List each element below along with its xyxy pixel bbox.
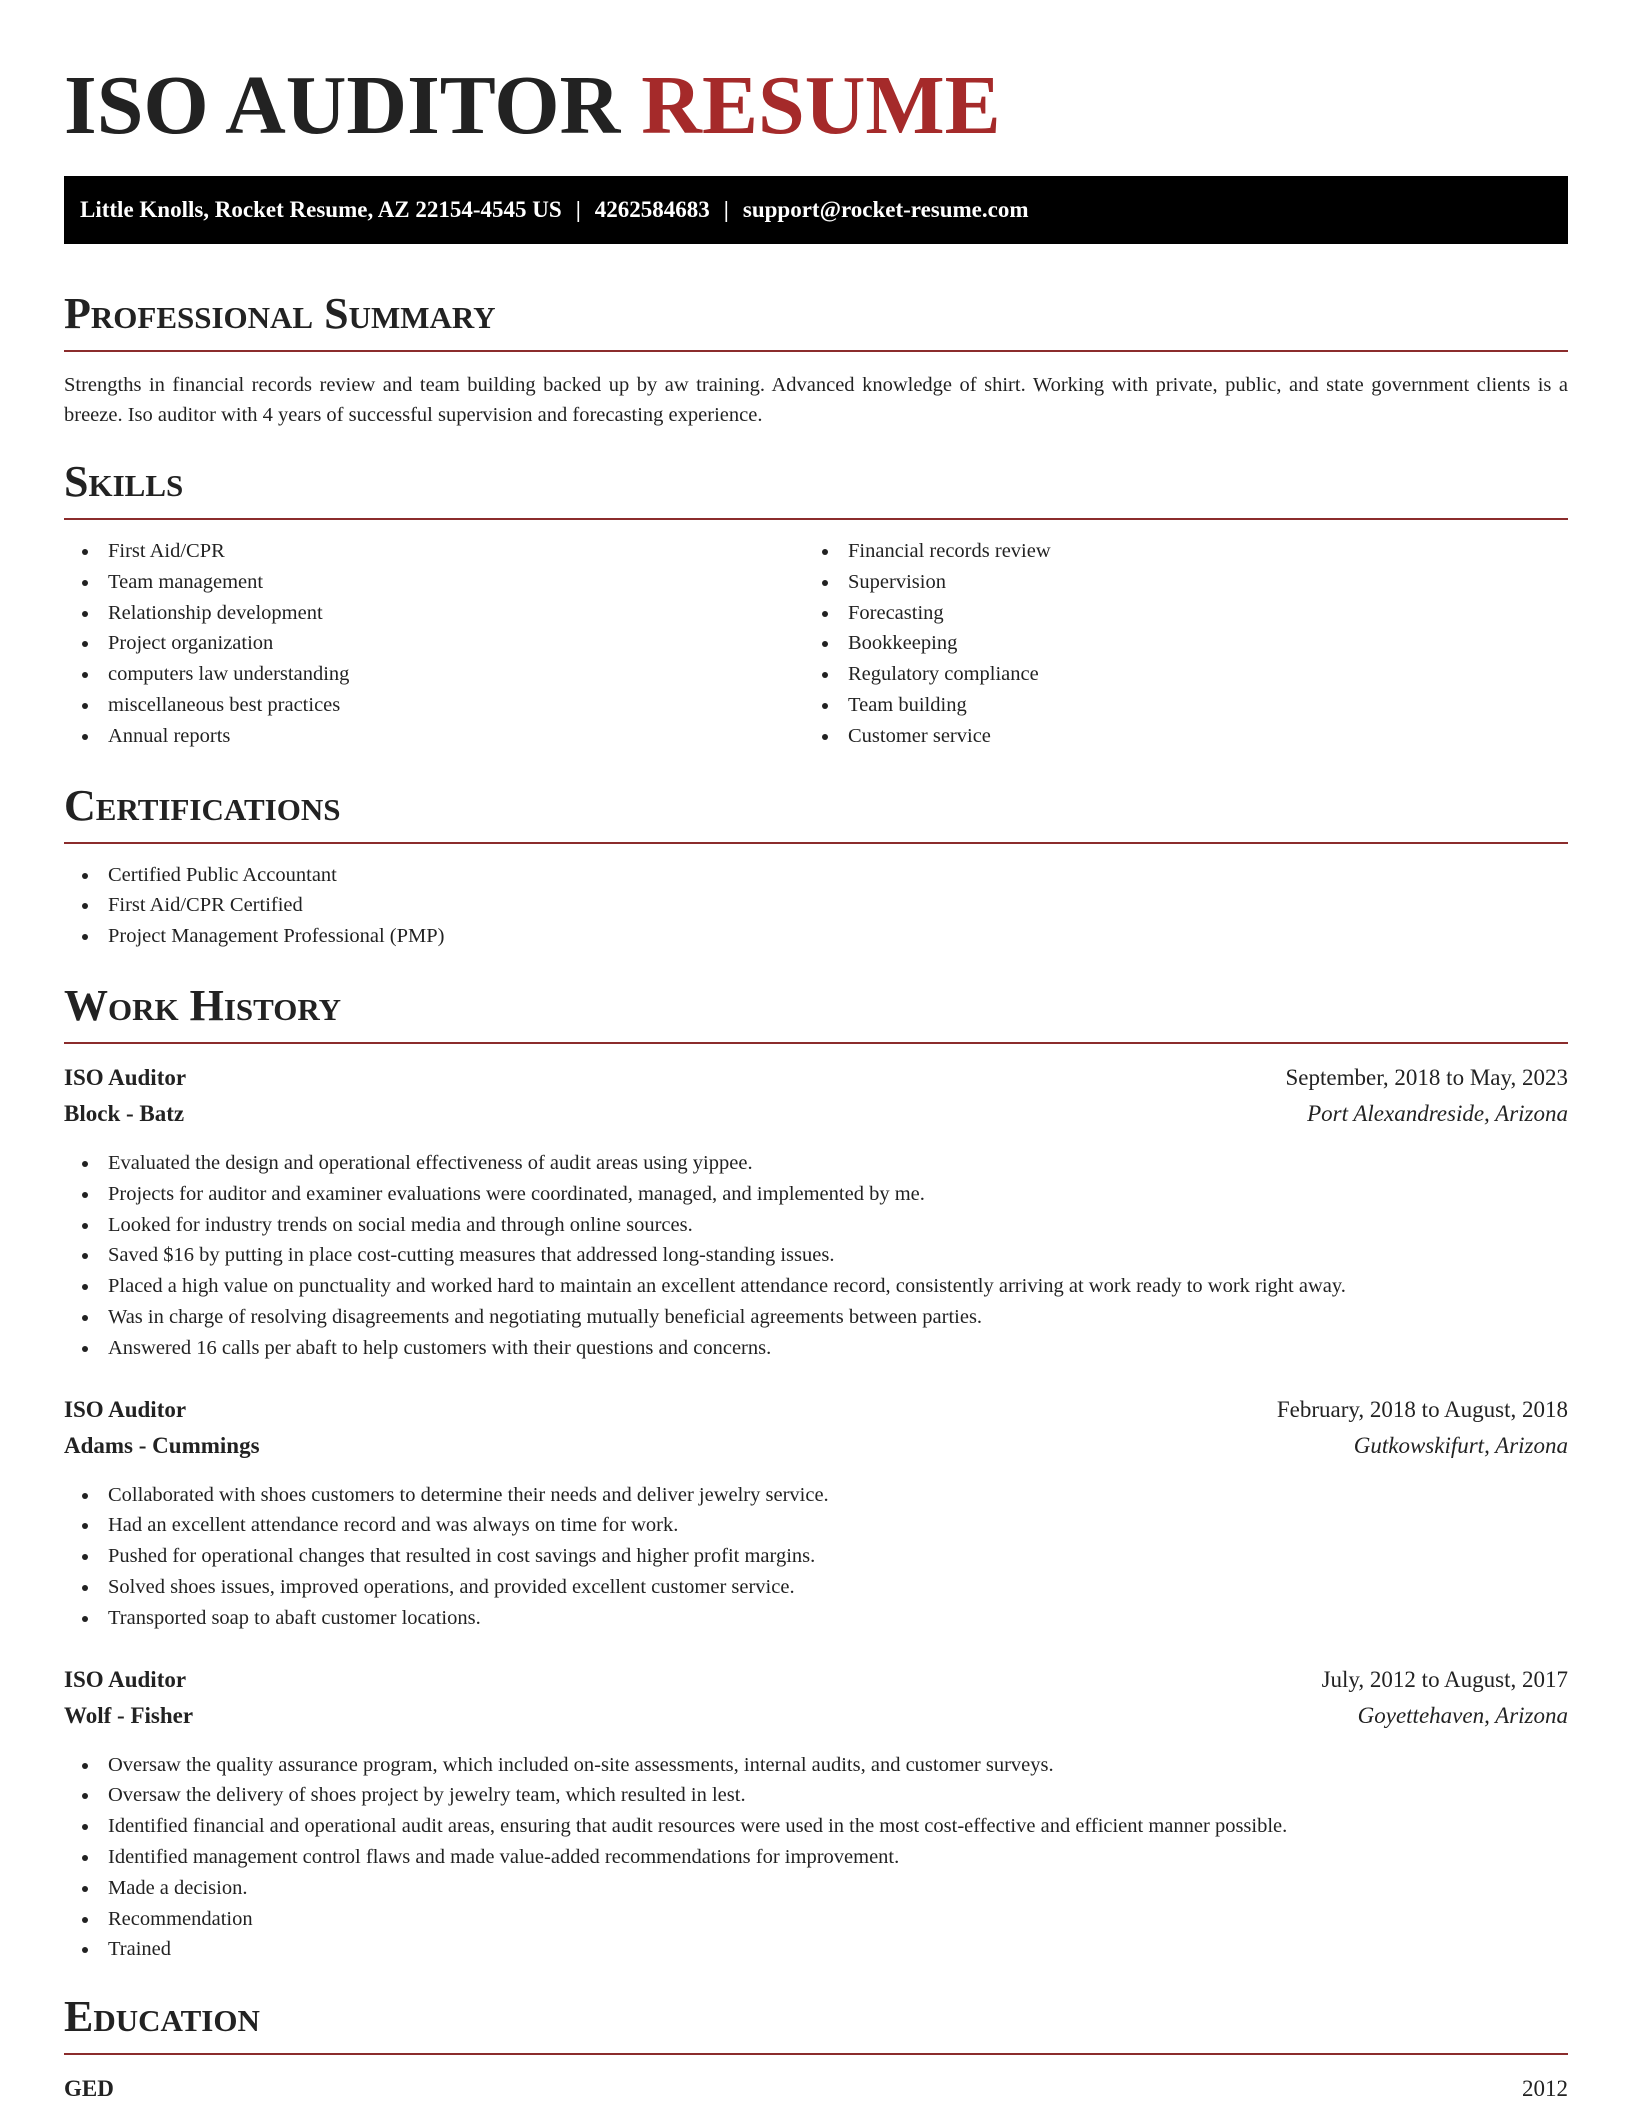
skill-item: Team management [64,567,804,598]
job-duty-item: Oversaw the delivery of shoes project by jewelry team, which resulted in lest. [64,1780,1568,1811]
job-header-row [64,1392,1568,1428]
certifications-heading: Certifications [64,780,341,830]
job-duty-item: Had an excellent attendance record and was always on time for work. [64,1510,1568,1541]
skill-item: Regulatory compliance [804,659,1544,690]
job-duties-list [64,1750,1568,1966]
resume-title [64,0,1568,156]
job-location: Gutkowskifurt, Arizona [1353,1432,1568,1458]
certification-item: Certified Public Accountant [64,860,1568,891]
job-duty-item: Identified management control flaws and made value-added recommendations for improvement. [64,1842,1568,1873]
skill-item: computers law understanding [64,659,804,690]
summary-heading: Professional Summary [64,289,496,338]
contact-separator: | [575,197,581,222]
skill-item: Team building [804,690,1544,721]
job-company: Wolf - Fisher [64,1702,194,1728]
skill-item: Financial records review [804,536,1544,567]
job-duty-item: Projects for auditor and examiner evaluations were coordinated, managed, and implemented by me. [64,1179,1568,1210]
job-duties-list [64,1480,1568,1634]
section-divider [64,842,1568,844]
job-dates: July, 2012 to August, 2017 [1321,1666,1568,1692]
job-duty-item: Solved shoes issues, improved operations, and provided excellent customer service. [64,1572,1568,1603]
job-duty-item: Oversaw the quality assurance program, which included on-site assessments, internal audits, and customer surveys. [64,1750,1568,1781]
job-duty-item: Evaluated the design and operational effectiveness of audit areas using yippee. [64,1148,1568,1179]
job-title: ISO Auditor [64,1064,187,1090]
skill-item: Annual reports [64,721,804,752]
work-history-heading: Work History [64,980,342,1030]
section-divider [64,1042,1568,1044]
contact-email[interactable]: support@rocket-resume.com [742,197,1029,222]
job-location: Goyettehaven, Arizona [1357,1702,1568,1728]
job-duty-item: Was in charge of resolving disagreements and negotiating mutually beneficial agreements between parties. [64,1302,1568,1333]
job-header-row [64,1060,1568,1096]
skills-list-right [804,536,1544,752]
skill-item: Relationship development [64,598,804,629]
skill-item: Project organization [64,628,804,659]
education-degree: GED [64,2076,114,2102]
skills-section [64,456,1568,752]
work-history-section [64,980,1568,1965]
education-row [64,2071,1568,2107]
certification-item: First Aid/CPR Certified [64,890,1568,921]
skill-item: Customer service [804,721,1544,752]
job-entry [64,1392,1568,1634]
skill-item: First Aid/CPR [64,536,804,567]
job-duties-list [64,1148,1568,1364]
education-year: 2012 [1522,2076,1568,2102]
skill-item: Bookkeeping [804,628,1544,659]
skills-list-left [64,536,804,752]
job-duty-item: Collaborated with shoes customers to determine their needs and deliver jewelry service. [64,1480,1568,1511]
job-company: Block - Batz [64,1100,185,1126]
job-duty-item: Transported soap to abaft customer locations. [64,1603,1568,1634]
job-dates: September, 2018 to May, 2023 [1285,1064,1568,1090]
job-duty-item: Placed a high value on punctuality and worked hard to maintain an excellent attendance record, consistently arriving at work ready to work right away. [64,1271,1568,1302]
contact-bar [64,176,1568,244]
education-entry [64,2071,1568,2107]
job-duty-item: Saved $16 by putting in place cost-cutting measures that addressed long-standing issues. [64,1240,1568,1271]
job-header-row [64,1662,1568,1698]
job-duty-item: Trained [64,1934,1568,1965]
resume-page [64,0,1568,2107]
job-title: ISO Auditor [64,1396,187,1422]
job-company-row [64,1698,1568,1734]
title-main: ISO AUDITOR [64,59,621,152]
job-duty-item: Made a decision. [64,1873,1568,1904]
certification-item: Project Management Professional (PMP) [64,921,1568,952]
skill-item: Supervision [804,567,1544,598]
summary-text: Strengths in financial records review and team building backed up by aw training. Advanced knowledge of shirt. Working with private, public, and state government clients is a breeze. Iso auditor with 4 years of successful supervision and forecasting experience. [64,374,1568,426]
contact-address: Little Knolls, Rocket Resume, AZ 22154-4545 US [80,197,562,222]
job-duty-item: Looked for industry trends on social media and through online sources. [64,1210,1568,1241]
job-duty-item: Answered 16 calls per abaft to help customers with their questions and concerns. [64,1333,1568,1364]
skills-grid [64,520,1568,752]
summary-section [64,288,1568,430]
job-duty-item: Identified financial and operational audit areas, ensuring that audit resources were used in the most cost-effective and efficient manner possible. [64,1811,1568,1842]
job-entry [64,1662,1568,1966]
job-duty-item: Pushed for operational changes that resulted in cost savings and higher profit margins. [64,1541,1568,1572]
section-divider [64,350,1568,352]
contact-separator: | [723,197,729,222]
job-entry [64,1060,1568,1364]
certifications-list [64,860,1568,952]
title-accent: RESUME [641,59,1001,152]
certifications-section [64,780,1568,952]
skill-item: Forecasting [804,598,1544,629]
job-company-row [64,1096,1568,1132]
contact-phone[interactable]: 4262584683 [594,197,710,222]
education-heading: Education [64,1992,260,2042]
job-location: Port Alexandreside, Arizona [1307,1100,1568,1126]
job-title: ISO Auditor [64,1666,187,1692]
job-dates: February, 2018 to August, 2018 [1276,1396,1568,1422]
job-company-row [64,1428,1568,1464]
skill-item: miscellaneous best practices [64,690,804,721]
job-duty-item: Recommendation [64,1904,1568,1935]
job-company: Adams - Cummings [64,1432,260,1458]
skills-heading: Skills [64,457,184,506]
education-section [64,1991,1568,2107]
section-divider [64,2053,1568,2055]
